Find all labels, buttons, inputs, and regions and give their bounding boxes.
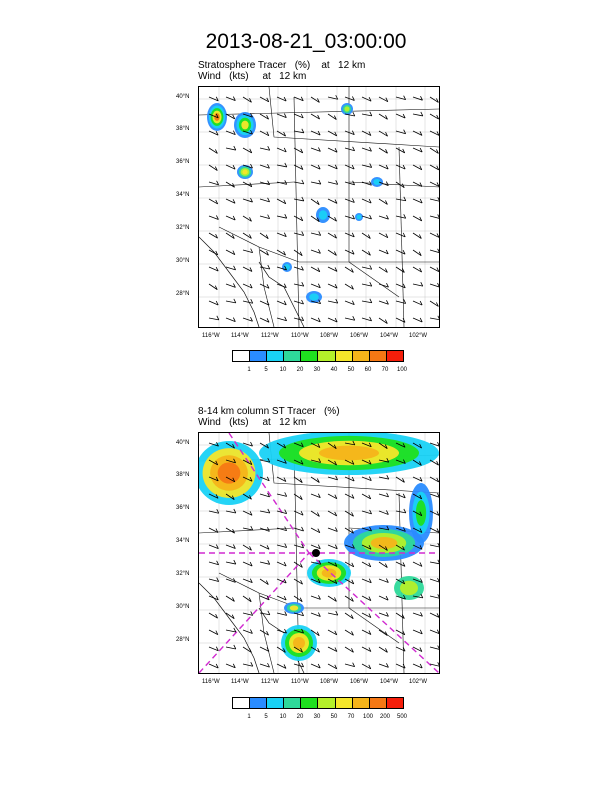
wind-barb: [328, 182, 338, 184]
panel2-colorbar-labels: [232, 714, 407, 724]
wind-barb: [396, 511, 406, 513]
tracer-patch: [242, 170, 247, 175]
panel2-lon-label: 116°W: [202, 679, 220, 685]
panel1-lon-label: 112°W: [261, 333, 279, 339]
colorbar-swatch: [284, 351, 301, 361]
panel1-colorbar: [232, 350, 404, 362]
tracer-patch: [319, 210, 327, 220]
wind-barb: [362, 114, 372, 116]
colorbar-swatch: [301, 698, 318, 708]
colorbar-swatch: [353, 698, 370, 708]
wind-barb: [430, 545, 439, 547]
colorbar-swatch: [387, 351, 403, 361]
panel2-lat-label: 32°N: [176, 571, 190, 577]
colorbar-swatch: [284, 698, 301, 708]
panel1-lon-label: 110°W: [291, 333, 309, 339]
panel1-lat-label: 38°N: [176, 126, 190, 132]
panel1-lat-label: 30°N: [176, 258, 190, 264]
panel2-map: [198, 432, 440, 674]
panel2-lat-label: 34°N: [176, 538, 190, 544]
wind-barb: [277, 494, 287, 496]
tracer-patch: [357, 215, 362, 220]
panel2-colorbar-label: 1: [247, 714, 251, 720]
colorbar-swatch: [318, 351, 335, 361]
wind-barb: [260, 511, 270, 513]
wind-barb: [226, 148, 236, 150]
colorbar-swatch: [370, 698, 387, 708]
panel1-title-line2: Wind (kts) at 12 km: [198, 71, 307, 82]
colorbar-swatch: [336, 698, 353, 708]
panel1-colorbar-label: 60: [364, 367, 372, 373]
panel2-colorbar-label: 50: [330, 714, 338, 720]
panel1-colorbar-label: 10: [279, 367, 287, 373]
panel1-lon-label: 108°W: [320, 333, 339, 339]
wind-barb: [226, 511, 236, 513]
wind-barb: [345, 114, 355, 116]
tracer-patch: [241, 121, 248, 130]
panel1-title-line1: Stratosphere Tracer (%) at 12 km: [198, 60, 366, 71]
center-marker: [312, 549, 320, 557]
wind-barb: [362, 267, 372, 269]
coastline: [199, 237, 259, 327]
panel1-lat-label: 34°N: [176, 192, 190, 198]
state-border: [349, 608, 399, 643]
wind-barb: [413, 114, 423, 116]
panel1-lat-label: 28°N: [176, 291, 190, 297]
tracer-patch: [218, 462, 241, 483]
panel1-lat-label: 36°N: [176, 159, 190, 165]
wind-barb: [430, 596, 439, 598]
wind-barb: [226, 647, 236, 649]
panel2-colorbar-label: 10: [279, 714, 287, 720]
state-border: [399, 147, 404, 327]
wind-barb: [209, 511, 219, 513]
wind-barb: [430, 199, 439, 201]
panel2-lon-label: 106°W: [350, 679, 369, 685]
panel2-title-line2: Wind (kts) at 12 km: [198, 417, 307, 428]
colorbar-swatch: [250, 698, 267, 708]
colorbar-swatch: [267, 351, 284, 361]
panel1-colorbar-label: 20: [296, 367, 304, 373]
wind-barb: [226, 630, 236, 632]
wind-barb: [260, 562, 270, 564]
panel1-colorbar-label: 5: [264, 367, 268, 373]
panel2-lat-label: 40°N: [176, 440, 190, 446]
state-border: [349, 262, 399, 297]
wind-barb: [430, 216, 439, 218]
wind-barb: [430, 562, 439, 564]
panel2-colorbar-label: 500: [396, 714, 407, 720]
colorbar-swatch: [301, 351, 318, 361]
coastline: [199, 583, 259, 673]
panel1-lat-label: 40°N: [176, 94, 190, 100]
panel1-colorbar-label: 70: [381, 367, 389, 373]
tracer-patch: [309, 293, 319, 300]
panel1-colorbar-label: 30: [313, 367, 321, 373]
wind-barb: [430, 318, 439, 320]
colorbar-swatch: [233, 698, 250, 708]
panel2-colorbar-label: 200: [379, 714, 390, 720]
colorbar-swatch: [233, 351, 250, 361]
panel1-colorbar-label: 50: [347, 367, 355, 373]
panel2-lat-label: 28°N: [176, 637, 190, 643]
panel2-colorbar-label: 20: [296, 714, 304, 720]
panel2-lon-label: 104°W: [380, 679, 399, 685]
tracer-patch: [290, 605, 299, 610]
wind-barb: [362, 284, 372, 286]
wind-barb: [430, 647, 439, 650]
tracer-patch: [371, 537, 398, 549]
wind-barb: [294, 284, 304, 286]
state-border: [199, 109, 439, 115]
panel2-colorbar-label: 5: [264, 714, 268, 720]
panel2-colorbar: [232, 697, 404, 709]
wind-barb: [430, 250, 439, 253]
wind-barb: [396, 199, 406, 201]
panel2-lon-label: 108°W: [320, 679, 339, 685]
colorbar-swatch: [267, 698, 284, 708]
panel1-lon-label: 106°W: [350, 333, 369, 339]
wind-barb: [328, 301, 338, 303]
panel1-colorbar-label: 40: [330, 367, 338, 373]
panel2-colorbar-label: 30: [313, 714, 321, 720]
wind-barb: [362, 301, 372, 303]
panel2-title-line1: 8-14 km column ST Tracer (%): [198, 406, 340, 417]
wind-barb: [209, 318, 219, 320]
panel1-colorbar-label: 1: [247, 367, 251, 373]
panel2-lat-label: 36°N: [176, 505, 190, 511]
panel2-colorbar-label: 100: [362, 714, 373, 720]
panel2-lon-label: 112°W: [261, 679, 279, 685]
colorbar-swatch: [353, 351, 370, 361]
panel1-map: [198, 86, 440, 328]
tracer-patch: [344, 106, 349, 111]
panel2-lat-label: 38°N: [176, 472, 190, 478]
figure-title: 2013-08-21_03:00:00: [205, 30, 407, 53]
wind-barb: [430, 284, 439, 287]
panel1-map-canvas: [199, 87, 439, 327]
wind-barb: [345, 318, 355, 320]
wind-barb: [294, 199, 304, 201]
wind-barb: [260, 148, 270, 150]
panel2-lon-label: 102°W: [409, 679, 428, 685]
wind-barb: [226, 562, 236, 564]
panel1-lon-label: 104°W: [380, 333, 399, 339]
colorbar-swatch: [336, 351, 353, 361]
wind-barb: [311, 182, 321, 184]
wind-barb: [294, 182, 304, 184]
colorbar-swatch: [370, 351, 387, 361]
wind-barb: [226, 301, 236, 303]
panel2-colorbar-label: 70: [347, 714, 355, 720]
panel1-lat-label: 32°N: [176, 225, 190, 231]
panel1-colorbar-labels: [232, 367, 407, 377]
wind-barb: [277, 165, 287, 167]
wind-barb: [413, 284, 423, 286]
panel1-colorbar-label: 100: [396, 367, 407, 373]
panel1-lon-label: 102°W: [409, 333, 428, 339]
state-border: [349, 182, 439, 187]
colorbar-swatch: [387, 698, 403, 708]
panel2-map-canvas: [199, 433, 439, 673]
colorbar-swatch: [318, 698, 335, 708]
wind-barb: [430, 579, 439, 582]
state-border: [219, 573, 299, 608]
wind-barb: [328, 613, 338, 615]
colorbar-swatch: [250, 351, 267, 361]
wind-barb: [277, 216, 287, 218]
panel2-lat-label: 30°N: [176, 604, 190, 610]
panel2-lon-label: 110°W: [291, 679, 309, 685]
panel1-lon-label: 114°W: [231, 333, 249, 339]
state-border: [219, 227, 299, 262]
tracer-patch: [319, 446, 379, 461]
panel2-lon-label: 114°W: [231, 679, 249, 685]
panel1-lon-label: 116°W: [202, 333, 220, 339]
